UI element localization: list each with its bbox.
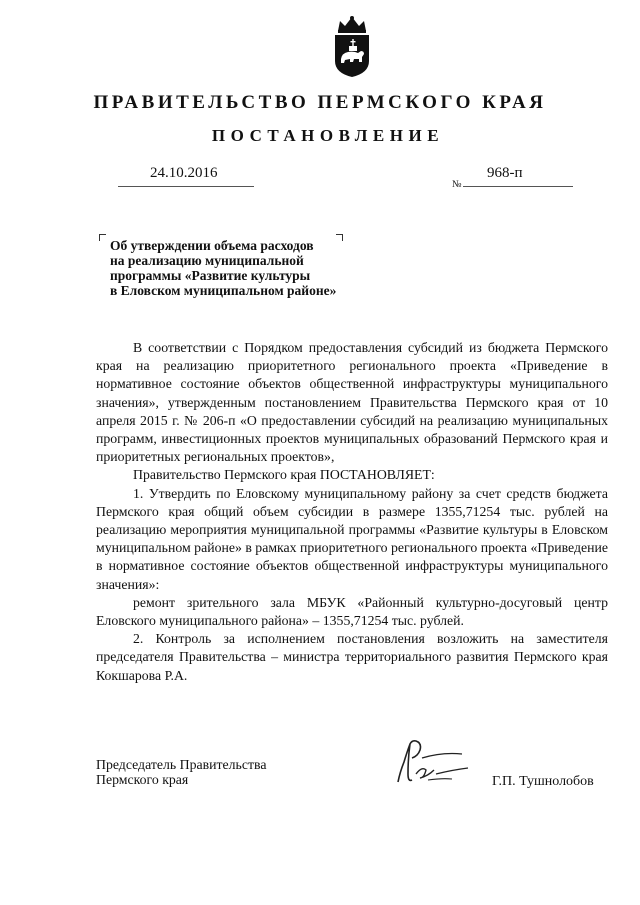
signatory-title-line: Председатель Правительства bbox=[96, 757, 267, 772]
signatory-title-line: Пермского края bbox=[96, 772, 189, 787]
document-type: ПОСТАНОВЛЕНИЕ bbox=[211, 126, 445, 145]
government-title: ПРАВИТЕЛЬСТВО ПЕРМСКОГО КРАЯ bbox=[93, 92, 547, 113]
subject-line: в Еловском муниципальном районе» bbox=[110, 283, 337, 298]
document-subject bbox=[110, 238, 390, 298]
number-underline bbox=[463, 186, 573, 187]
signatory-name: Г.П. Тушнолобов bbox=[492, 774, 594, 789]
body-paragraph-item-1-detail: ремонт зрительного зала МБУК «Районный культурно-досуговый центр Еловского муниципального района» – 1355,71254 тыс. рублей. bbox=[96, 594, 608, 629]
body-paragraph-item-1: 1. Утвердить по Еловскому муниципальному району за счет средств бюджета Пермского края общий объем субсидии в размере 1355,71254 тыс. рублей на реализацию мероприятия муниципальной программы «Развитие культуры в Еловском муниципальном районе» в рамках приоритетного регионального проекта «Приведение в нормативное состояние объектов общественной инфраструктуры муниципального значения»: bbox=[96, 485, 609, 592]
body-paragraph-item-2: 2. Контроль за исполнением постановления возложить на заместителя председателя Правительства – министра территориального развития Пермского края Кокшарова Р.А. bbox=[96, 631, 608, 683]
document-body bbox=[96, 339, 608, 685]
number-sign: № bbox=[452, 179, 462, 190]
document-date: 24.10.2016 bbox=[150, 165, 218, 181]
subject-line: программы «Развитие культуры bbox=[110, 268, 311, 283]
coat-of-arms-emblem bbox=[330, 15, 374, 79]
handwritten-signature bbox=[392, 734, 482, 792]
body-paragraph-preamble: В соответствии с Порядком предоставления субсидий из бюджета Пермского края на реализацию приоритетного регионального проекта «Приведение в нормативное состояние объектов общественной инфраструктуры муниципального значения», утвержденным постановлением Правительства Пермского края от 10 апреля 2015 г. № 206-п «О предоставлении субсидий на реализацию муниципальных программ, инвестиционных проектов муниципальных образований Пермского края и приоритетных региональных проектов», bbox=[96, 340, 608, 465]
body-paragraph-resolves: Правительство Пермского края ПОСТАНОВЛЯЕТ: bbox=[133, 467, 435, 483]
subject-line: на реализацию муниципальной bbox=[110, 253, 304, 268]
subject-bracket-left bbox=[99, 234, 106, 241]
signatory-title bbox=[96, 757, 266, 787]
document-number: 968-п bbox=[487, 165, 523, 181]
date-underline bbox=[118, 186, 254, 187]
subject-line: Об утверждении объема расходов bbox=[110, 238, 314, 253]
